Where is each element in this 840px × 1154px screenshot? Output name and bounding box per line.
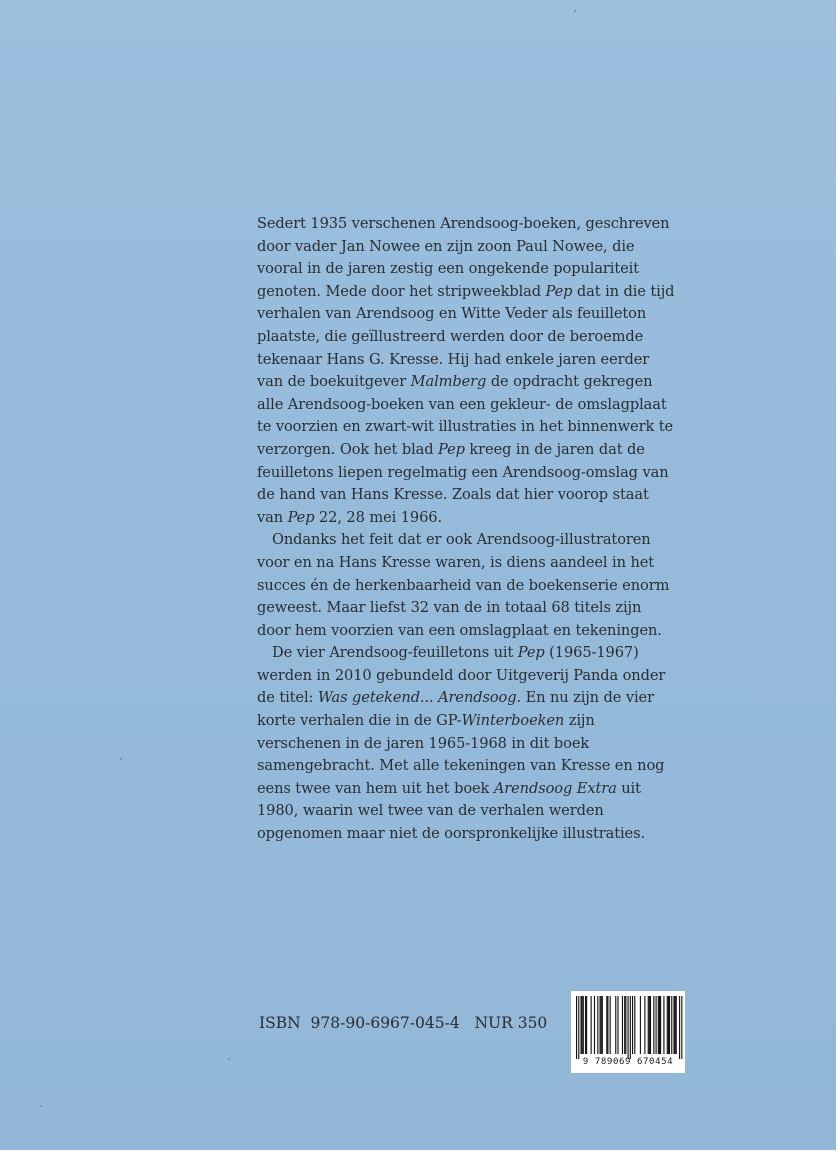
barcode-bar [617,996,618,1054]
barcode-bar [625,996,626,1054]
barcode-bar [660,996,661,1054]
barcode-bar [676,996,677,1054]
isbn-nur-line: ISBN 978-90-6967-045-4 NUR 350 [259,1014,548,1032]
barcode-bar [622,996,623,1054]
barcode-bar [634,996,635,1054]
barcode-bar [653,996,654,1054]
barcode-bars [571,991,685,1059]
paper-speck [574,10,576,12]
barcode-bar [663,996,664,1054]
paper-speck [228,1058,230,1060]
barcode-bar [669,996,670,1054]
paper-speck [120,758,122,760]
barcode-bar [630,996,631,1059]
barcode-bar [632,996,633,1054]
barcode-bar [615,996,616,1054]
barcode-bar [668,996,669,1054]
barcode-bar [679,996,680,1059]
barcode-bar [580,996,581,1054]
barcode-bar [578,996,579,1059]
barcode-bar [600,996,601,1054]
barcode-bar [673,996,674,1054]
barcode-bar [681,996,682,1059]
barcode-bar [576,996,577,1059]
barcode-bar [628,996,629,1059]
barcode-bar [602,996,603,1054]
barcode-bar [658,996,659,1054]
barcode-bar [582,996,583,1054]
barcode-bar [606,996,607,1054]
barcode-bar [586,996,587,1054]
barcode-bar [667,996,668,1054]
barcode-bar [648,996,649,1054]
barcode-bar [624,996,625,1054]
barcode-bar [607,996,608,1054]
barcode [571,991,685,1073]
barcode-bar [640,996,641,1054]
barcode-bar [585,996,586,1054]
blurb-paragraph-2: Ondanks het feit dat er ook Arendsoog-illustratoren voor en na Hans Kresse waren, is diens aandeel in het succes én de herkenbaarheid van de boekenserie enorm geweest. Maar liefst 32 van de in totaal 68 titels zijn door hem voorzien van een omslagplaat en tekeningen. [257,531,670,639]
barcode-bar [597,996,598,1054]
barcode-bar [601,996,602,1054]
barcode-bar [583,996,584,1054]
blurb-paragraph-1: Sedert 1935 verschenen Arendsoog-boeken, geschreven door vader Jan Nowee en zijn zoon Paul Nowee, die vooral in de jaren zestig een ongekende populariteit genoten. Mede door het stripweekblad Pep dat in die tijd verhalen van Arendsoog en Witte Veder als feuilleton plaatste, die geïllustreerd werden door de beroemde tekenaar Hans G. Kresse. Hij had enkele jaren eerder van de boekuitgever Malmberg de opdracht gekregen alle Arendsoog-boeken van een gekleur- de omslagplaat te voorzien en zwart-wit illustraties in het binnenwerk te verzorgen. Ook het blad Pep kreeg in de jaren dat de feuilletons liepen regelmatig een Arendsoog-omslag van de hand van Hans Kresse. Zoals dat hier voorop staat van Pep 22, 28 mei 1966. [257,215,675,526]
barcode-bar [650,996,651,1054]
barcode-digits: 9 789069 670454 [582,1057,674,1067]
barcode-bar [649,996,650,1054]
barcode-bar [671,996,672,1054]
barcode-bar [659,996,660,1054]
barcode-bar [591,996,592,1054]
barcode-bar [656,996,657,1054]
blurb-text [257,213,677,846]
barcode-bar [644,996,645,1054]
blurb-paragraph-3: De vier Arendsoog-feuilletons uit Pep (1965-1967) werden in 2010 gebundeld door Uitgeverij Panda onder de titel: Was getekend... Arendsoog. En nu zijn de vier korte verhalen die in de GP-Winterboeken zijn verschenen in de jaren 1965-1968 in dit boek samengebracht. Met alle tekeningen van Kresse en nog eens twee van hem uit het boek Arendsoog Extra uit 1980, waarin wel twee van de verhalen werden opgenomen maar niet de oorspronkelijke illustraties. [257,644,666,843]
barcode-bar [610,996,611,1054]
paper-speck [40,1105,42,1107]
barcode-bar [675,996,676,1054]
barcode-bar [594,996,595,1054]
